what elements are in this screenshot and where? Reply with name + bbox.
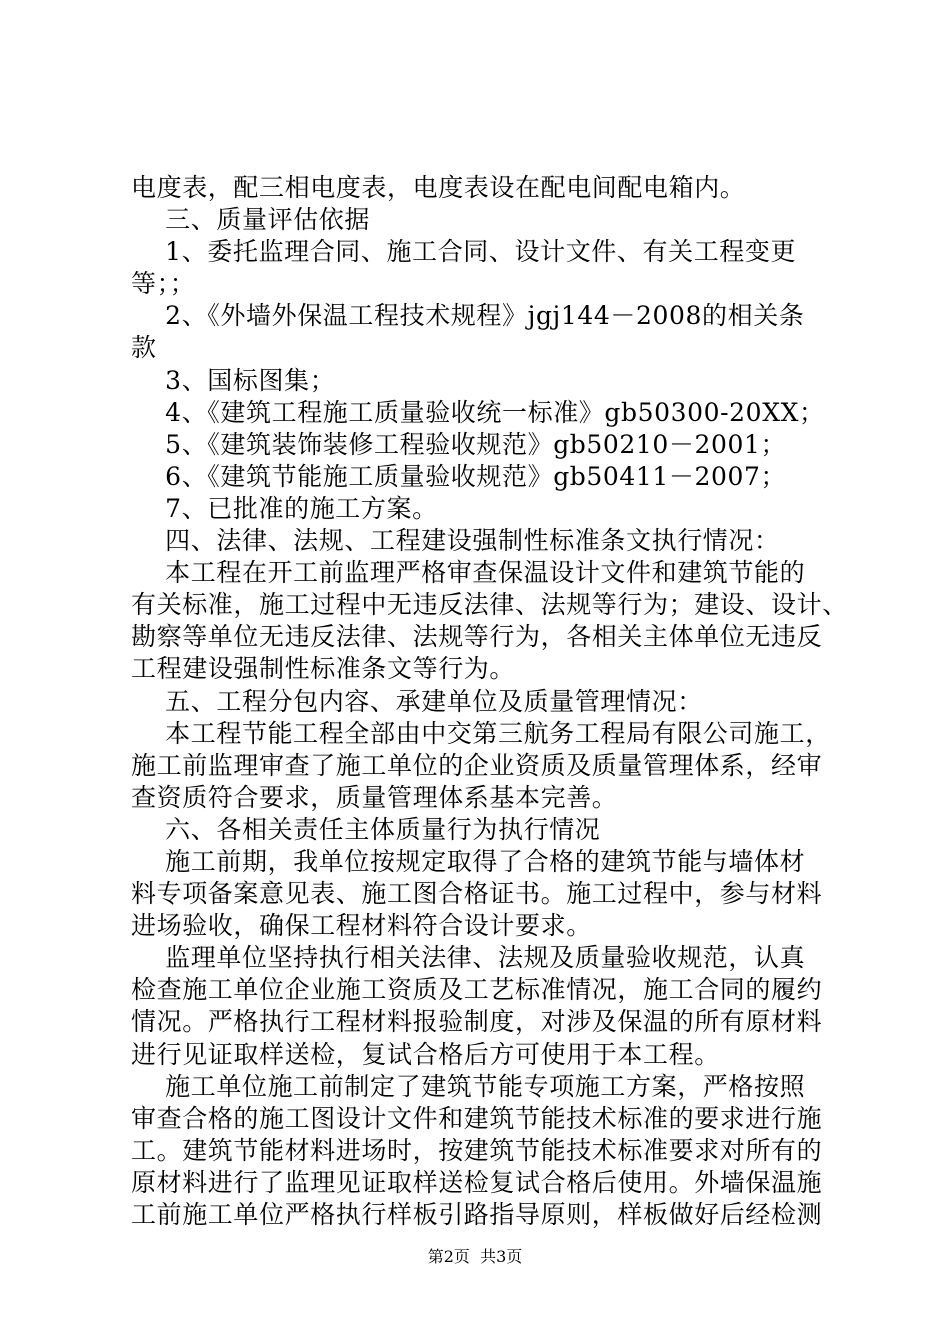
text-line: 五、工程分包内容、承建单位及质量管理情况： — [131, 686, 703, 716]
page-number: 第2页 共3页 — [427, 1247, 523, 1266]
text-line: 进场验收，确保工程材料符合设计要求。 — [131, 911, 592, 941]
text-line: 有关标准，施工过程中无违反法律、法规等行为；建设、设计、 — [131, 590, 848, 620]
text-line: 1、委托监理合同、施工合同、设计文件、有关工程变更 — [131, 237, 797, 267]
text-line: 工程建设强制性标准条文等行为。 — [131, 654, 516, 684]
text-line: 工前施工单位严格执行样板引路指导原则，样板做好后经检测 — [131, 1200, 823, 1229]
text-line: 等；； — [131, 269, 196, 299]
text-line: 6、《建筑节能施工质量验收规范》gb50411－2007； — [131, 461, 787, 491]
text-line: 5、《建筑装饰装修工程验收规范》gb50210－2001； — [131, 429, 787, 459]
text-line: 原材料进行了监理见证取样送检复试合格后使用。外墙保温施 — [131, 1167, 823, 1197]
text-line: 施工单位施工前制定了建筑节能专项施工方案，严格按照 — [131, 1071, 806, 1101]
text-line: 料专项备案意见表、施工图合格证书。施工过程中，参与材料 — [131, 879, 823, 909]
text-line: 本工程在开工前监理严格审查保温设计文件和建筑节能的 — [131, 558, 806, 588]
text-line: 2、《外墙外保温工程技术规程》jgj144－2008的相关条 — [131, 301, 805, 331]
text-line: 7、已批准的施工方案。 — [131, 493, 438, 523]
text-line: 勘察等单位无违反法律、法规等行为，各相关主体单位无违反 — [131, 622, 823, 652]
text-line: 审查合格的施工图设计文件和建筑节能技术标准的要求进行施 — [131, 1103, 823, 1133]
text-line: 电度表，配三相电度表，电度表设在配电间配电箱内。 — [131, 173, 746, 202]
text-line: 六、各相关责任主体质量行为执行情况 — [131, 814, 601, 844]
text-line: 监理单位坚持执行相关法律、法规及质量验收规范，认真 — [131, 943, 806, 973]
text-line: 3、国标图集； — [131, 365, 336, 395]
text-line: 4、《建筑工程施工质量验收统一标准》gb50300-20XX； — [131, 397, 825, 427]
text-line: 情况。严格执行工程材料报验制度，对涉及保温的所有原材料 — [131, 1007, 823, 1037]
text-line: 进行见证取样送检，复试合格后方可使用于本工程。 — [131, 1039, 720, 1069]
text-line: 款 — [131, 333, 157, 363]
text-line: 四、法律、法规、工程建设强制性标准条文执行情况： — [131, 526, 780, 556]
document-body — [131, 172, 848, 1231]
text-line: 检查施工单位企业施工资质及工艺标准情况，施工合同的履约 — [131, 975, 823, 1005]
text-line: 施工前期，我单位按规定取得了合格的建筑节能与墙体材 — [131, 846, 806, 876]
text-line: 工。建筑节能材料进场时，按建筑节能技术标准要求对所有的 — [131, 1135, 823, 1165]
text-line: 查资质符合要求，质量管理体系基本完善。 — [131, 782, 618, 812]
text-line: 本工程节能工程全部由中交第三航务工程局有限公司施工， — [131, 718, 831, 748]
text-line: 三、质量评估依据 — [131, 205, 370, 235]
text-line: 施工前监理审查了施工单位的企业资质及质量管理体系，经审 — [131, 750, 823, 780]
